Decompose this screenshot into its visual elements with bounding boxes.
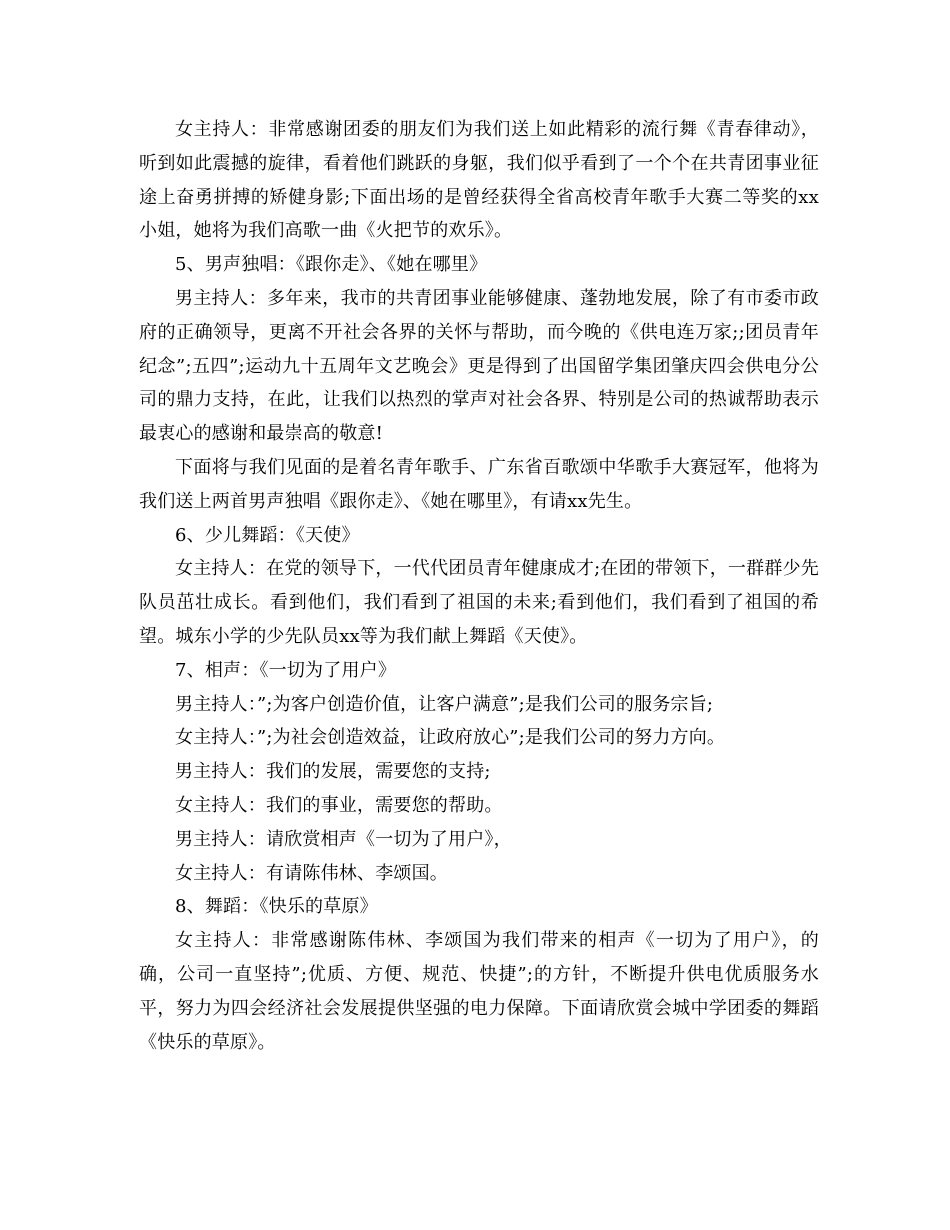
dialogue-line: 女主持人：有请陈伟林、李颂国。	[175, 862, 448, 884]
paragraph-female-host-intro: 女主持人：非常感谢团委的朋友们为我们送上如此精彩的流行舞《青春律动》，听到如此震撼的旋律，看着他们跳跃的身躯，我们似乎看到了一个个在共青团事业征途上奋勇拼搏的矫健身影;下面出场的是曾经获得全省高校青年歌手大赛二等奖的xx小姐，她将为我们高歌一曲《火把节的欢乐》。	[139, 119, 819, 242]
dialogue-line: 女主持人：”;为社会创造效益，让政府放心”;是我们公司的努力方向。	[175, 727, 726, 749]
dialogue-line: 男主持人：”;为客户创造价值，让客户满意”;是我们公司的服务宗旨;	[175, 693, 714, 715]
document-body	[139, 113, 819, 1059]
dialogue-line: 男主持人：我们的发展，需要您的支持;	[175, 761, 491, 783]
program-item-6: 6、少儿舞蹈：《天使》	[175, 524, 360, 546]
paragraph-female-host-dance: 女主持人：在党的领导下，一代代团员青年健康成才;在团的带领下，一群群少先队员茁壮成长。看到他们，我们看到了祖国的未来;看到他们，我们看到了祖国的希望。城东小学的少先队员xx等为我们献上舞蹈《天使》。	[139, 558, 819, 647]
program-item-5: 5、男声独唱：《跟你走》、《她在哪里》	[175, 254, 488, 276]
paragraph-male-host-thanks: 男主持人：多年来，我市的共青团事业能够健康、蓬勃地发展，除了有市委市政府的正确领导，更离不开社会各界的关怀与帮助，而今晚的《供电连万家;;团员青年纪念”;五四”;运动九十五周年文艺晚会》更是得到了出国留学集团肇庆四会供电分公司的鼎力支持，在此，让我们以热烈的掌声对社会各界、特别是公司的热诚帮助表示最衷心的感谢和最崇高的敬意!	[139, 287, 819, 445]
program-item-7: 7、相声：《一切为了用户》	[175, 659, 397, 681]
dialogue-line: 男主持人：请欣赏相声《一切为了用户》，	[175, 828, 512, 850]
program-item-8: 8、舞蹈：《快乐的草原》	[175, 896, 378, 918]
paragraph-female-host-closing: 女主持人：非常感谢陈伟林、李颂国为我们带来的相声《一切为了用户》，的确，公司一直坚持”;优质、方便、规范、快捷”;的方针，不断提升供电优质服务水平，努力为四会经济社会发展提供坚强的电力保障。下面请欣赏会城中学团委的舞蹈《快乐的草原》。	[139, 930, 819, 1053]
dialogue-line: 女主持人：我们的事业，需要您的帮助。	[175, 794, 503, 816]
paragraph-singer-intro: 下面将与我们见面的是着名青年歌手、广东省百歌颂中华歌手大赛冠军，他将为我们送上两首男声独唱《跟你走》、《她在哪里》，有请xx先生。	[139, 456, 819, 512]
